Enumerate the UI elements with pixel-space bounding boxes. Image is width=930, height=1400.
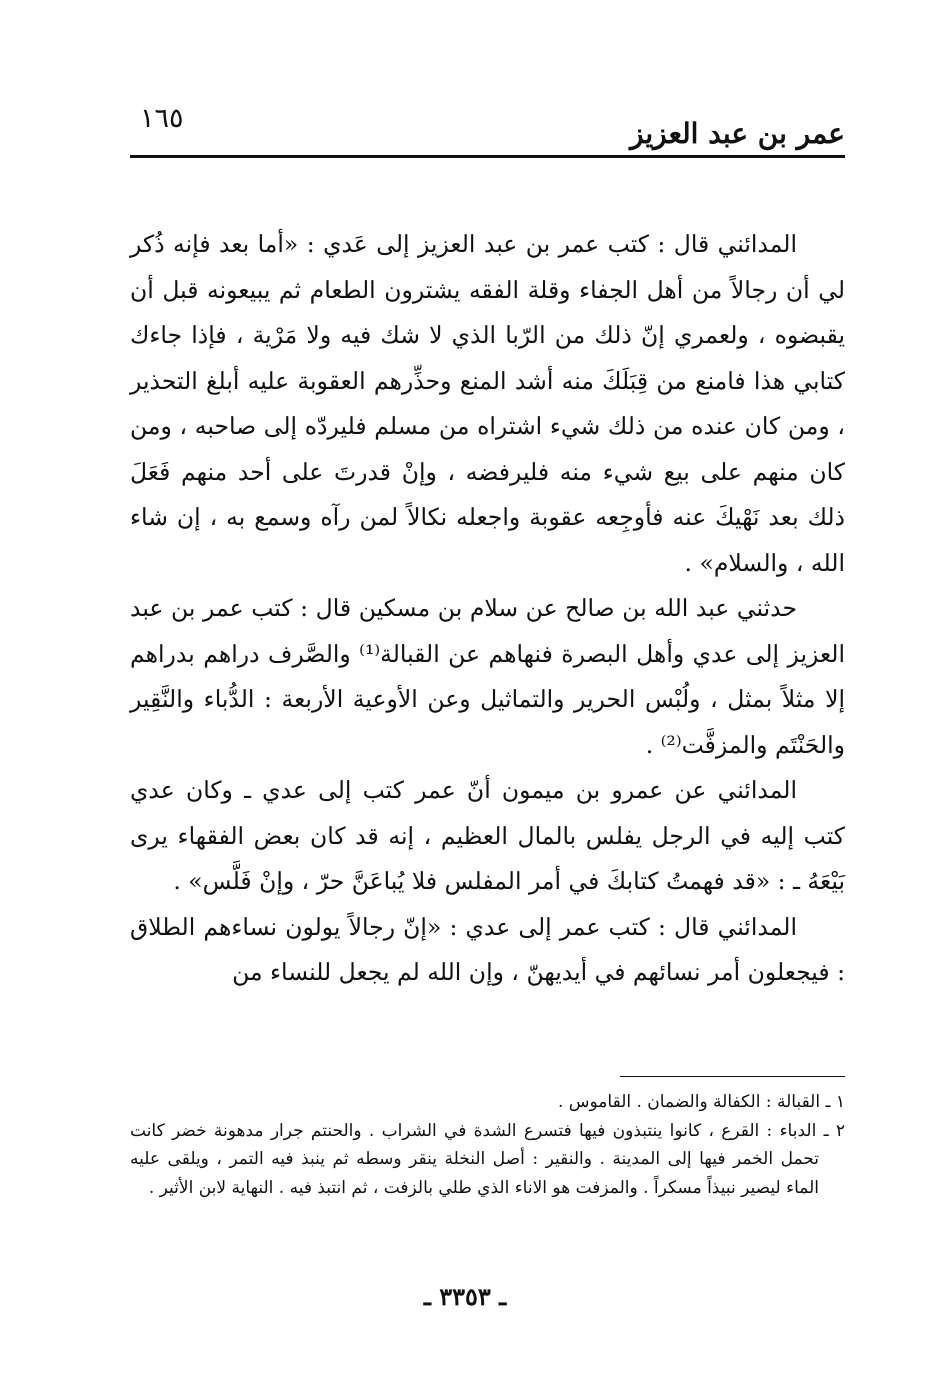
footnote-rule	[620, 1076, 845, 1077]
paragraph: المدائني عن عمرو بن ميمون أنّ عمر كتب إلى عدي ـ وكان عدي كتب إليه في الرجل يفلس بالمال العظيم ، إنه قد كان بعض الفقهاء يرى بَيْعَهُ ـ : «قد فهمتُ كتابكَ في أمر المفلس فلا يُباعَنَّ حرّ ، وإنْ فَلَّس» .	[130, 776, 845, 895]
footnote: ١ ـ القبالة : الكفالة والضمان . القاموس .	[557, 1092, 845, 1112]
page-header	[130, 95, 845, 155]
folio-number: ـ ٣٣٥٣ ـ	[423, 1282, 507, 1311]
header-rule	[130, 155, 845, 158]
footnotes	[130, 1088, 845, 1202]
page-number: ١٦٥	[140, 103, 184, 134]
footnote: ٢ ـ الدباء : القرع ، كانوا ينتبذون فيها فتسرع الشدة في الشراب . والحنتم جرار مدهونة خضر كانت تحمل الخمر فيها إلى المدينة . والنقير : أصل النخلة ينقر وسطه ثم ينبذ فيه التمر ، ويلقى عليه الماء ليصير نبيذاً مسكراً . والمزفت هو الاناء الذي طلي بالزفت ، ثم انتبذ فيه . النهاية لابن الأثير .	[130, 1120, 845, 1198]
paragraph: حدثني عبد الله بن صالح عن سلام بن مسكين قال : كتب عمر بن عبد العزيز إلى عدي وأهل البصرة فنهاهم عن القبالة⁽¹⁾ والصَّرف دراهم بدراهم إلا مثلاً بمثل ، ولُبْس الحرير والتماثيل وعن الأوعية الأربعة : الدُّباء والنَّقِير والحَنْتَم والمزفَّت⁽²⁾ .	[130, 594, 845, 759]
paragraph: المدائني قال : كتب عمر بن عبد العزيز إلى عَدي : «أما بعد فإنه ذُكر لي أن رجالاً من أهل الجفاء وقلة الفقه يشترون الطعام ثم يبيعونه قبل أن يقبضوه ، ولعمري إنّ ذلك من الرّبا الذي لا شك فيه ولا مَرْية ، فإذا جاءك كتابي هذا فامنع من قِبَلَكَ منه أشد المنع وحذِّرهم العقوبة عليه أبلغ التحذير ، ومن كان عنده من ذلك شيء اشتراه من مسلم فليردّه إلى صاحبه ، ومن كان منهم على بيع شيء منه فليرفضه ، وإنْ قدرتَ على أحد منهم فَعَلَ ذلك بعد نَهْيكَ عنه فأوجِعه عقوبة واجعله نكالاً لمن رآه وسمع به ، إن شاء الله ، والسلام» .	[130, 230, 845, 577]
paragraph: المدائني قال : كتب عمر إلى عدي : «إنّ رجالاً يولون نساءهم الطلاق : فيجعلون أمر نسائهم في أيديهنّ ، وإن الله لم يجعل للنساء من	[130, 912, 845, 986]
running-head: عمر بن عبد العزيز	[629, 117, 845, 150]
main-text	[130, 222, 845, 996]
